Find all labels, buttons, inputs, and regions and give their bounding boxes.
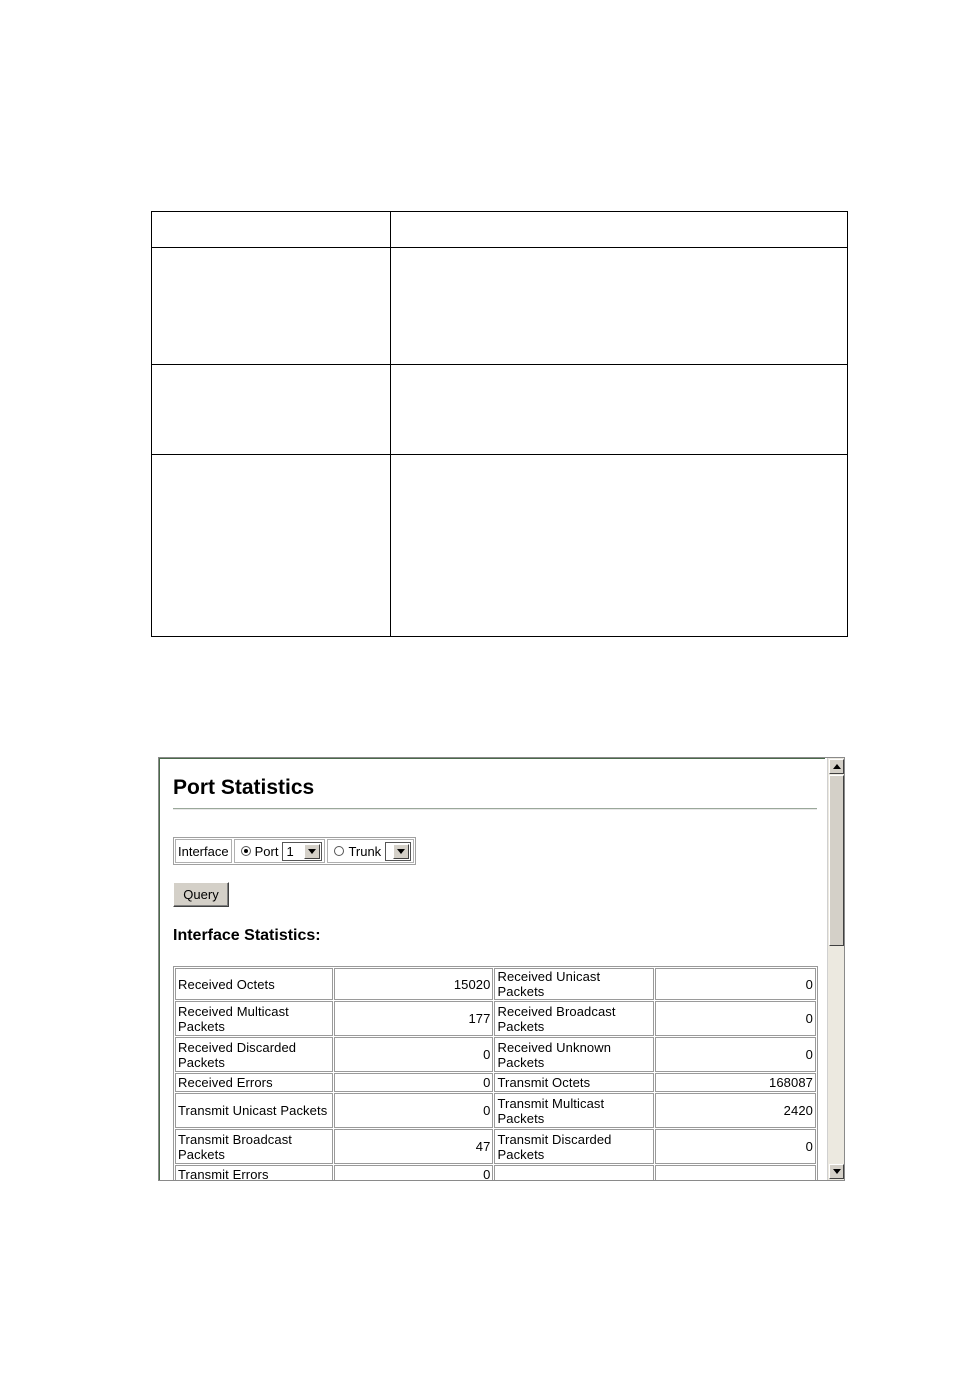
stat-value: 15020 (334, 968, 493, 1000)
stat-label (494, 1165, 653, 1180)
scroll-down-button[interactable] (829, 1164, 844, 1179)
page-title: Port Statistics (173, 776, 315, 799)
stat-value: 2420 (655, 1093, 816, 1128)
chevron-down-icon (397, 849, 405, 854)
stat-label: Received Unknown Packets (494, 1037, 653, 1072)
stat-value: 0 (655, 1001, 816, 1036)
chevron-down-icon (308, 849, 316, 854)
stat-label: Transmit Unicast Packets (175, 1093, 333, 1128)
vertical-scrollbar[interactable] (827, 758, 844, 1180)
interface-selector (173, 837, 416, 865)
port-select[interactable] (282, 842, 322, 861)
stat-value: 168087 (655, 1073, 816, 1092)
stat-label: Transmit Errors (175, 1165, 333, 1180)
stat-label: Received Errors (175, 1073, 333, 1092)
port-label: Port (254, 843, 279, 859)
table-row (175, 1165, 816, 1180)
stat-label: Received Multicast Packets (175, 1001, 333, 1036)
title-divider (173, 808, 817, 810)
stat-value (655, 1165, 816, 1180)
port-statistics-content (159, 758, 825, 1180)
stat-label: Received Discarded Packets (175, 1037, 333, 1072)
trunk-select[interactable] (385, 842, 411, 861)
stat-label: Received Unicast Packets (494, 968, 653, 1000)
table-row (175, 1001, 816, 1036)
stat-value: 0 (334, 1073, 493, 1092)
arrow-down-icon (833, 1169, 841, 1174)
query-button[interactable]: Query (173, 882, 229, 907)
interface-statistics-table (173, 966, 818, 1180)
interface-label: Interface (175, 839, 232, 863)
scroll-up-button[interactable] (829, 759, 844, 774)
trunk-label: Trunk (348, 843, 382, 859)
port-statistics-window (158, 757, 845, 1181)
table-row (175, 1129, 816, 1164)
port-radio[interactable] (241, 846, 251, 856)
port-select-dropdown-button[interactable] (304, 844, 320, 859)
stat-label: Received Octets (175, 968, 333, 1000)
interface-statistics-title: Interface Statistics: (173, 927, 321, 944)
stat-label: Transmit Broadcast Packets (175, 1129, 333, 1164)
document-table-row (152, 248, 848, 365)
stat-value: 0 (655, 1037, 816, 1072)
stat-value: 0 (655, 968, 816, 1000)
stat-label: Transmit Multicast Packets (494, 1093, 653, 1128)
document-table-header-row (152, 212, 848, 248)
arrow-up-icon (833, 764, 841, 769)
port-select-value: 1 (286, 843, 294, 859)
stat-label: Transmit Discarded Packets (494, 1129, 653, 1164)
document-table-row (152, 365, 848, 455)
document-table (151, 211, 848, 637)
table-row (175, 1073, 816, 1092)
stat-value: 47 (334, 1129, 493, 1164)
stat-value: 0 (334, 1093, 493, 1128)
table-row (175, 968, 816, 1000)
trunk-option[interactable] (327, 839, 414, 863)
scrollbar-thumb[interactable] (829, 775, 844, 946)
table-row (175, 1093, 816, 1128)
stat-value: 0 (334, 1165, 493, 1180)
trunk-radio[interactable] (334, 846, 344, 856)
stat-value: 177 (334, 1001, 493, 1036)
document-table-row (152, 455, 848, 637)
stat-value: 0 (655, 1129, 816, 1164)
port-option[interactable] (234, 839, 326, 863)
stat-label: Transmit Octets (494, 1073, 653, 1092)
stat-label: Received Broadcast Packets (494, 1001, 653, 1036)
trunk-select-dropdown-button[interactable] (393, 844, 409, 859)
stat-value: 0 (334, 1037, 493, 1072)
table-row (175, 1037, 816, 1072)
